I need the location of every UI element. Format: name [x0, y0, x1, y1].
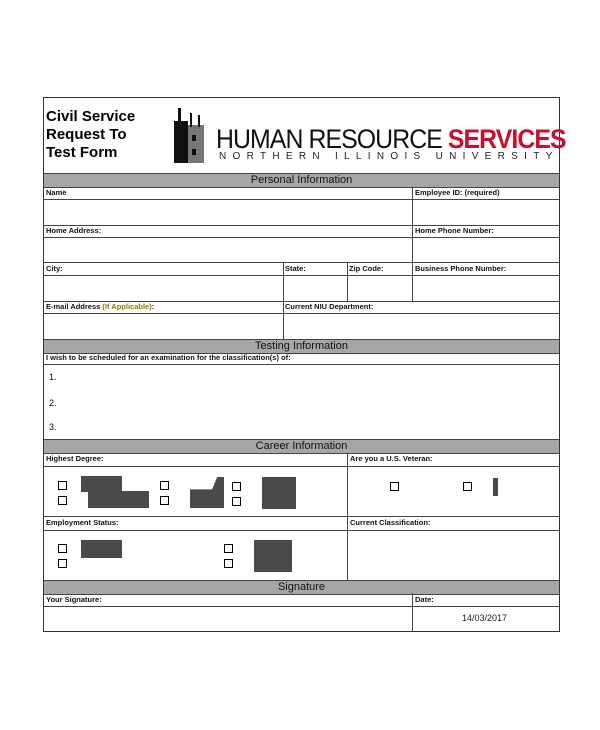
degree-checkbox[interactable]	[58, 496, 67, 505]
logo-main: HUMAN RESOURCE	[216, 124, 442, 154]
section-career: Career Information	[44, 439, 559, 454]
degree-checkbox[interactable]	[160, 496, 169, 505]
label-department: Current NIU Department:	[285, 302, 374, 311]
label-state: State:	[285, 264, 306, 273]
degree-checkbox[interactable]	[58, 481, 67, 490]
logo-subtitle: NORTHERN ILLINOIS UNIVERSITY	[219, 151, 559, 162]
label-signature: Your Signature:	[46, 595, 102, 604]
section-testing: Testing Information	[44, 339, 559, 354]
redaction	[493, 478, 498, 496]
redaction	[262, 477, 296, 509]
employment-checkbox[interactable]	[58, 559, 67, 568]
item-number: 1.	[49, 372, 57, 382]
label-colon: :	[151, 302, 155, 311]
tower-logo-icon	[170, 103, 210, 165]
label-city: City:	[46, 264, 63, 273]
label-email-note: (If Applicable)	[102, 302, 152, 311]
degree-checkbox[interactable]	[232, 497, 241, 506]
logo-accent: SERVICES	[447, 124, 566, 154]
veteran-no-checkbox[interactable]	[463, 482, 472, 491]
employment-checkbox[interactable]	[58, 544, 67, 553]
employment-checkbox[interactable]	[224, 559, 233, 568]
label-name: Name	[46, 188, 67, 197]
redaction	[88, 491, 149, 508]
label-zip: Zip Code:	[349, 264, 384, 273]
title-line: Test Form	[46, 144, 118, 161]
label-business-phone: Business Phone Number:	[415, 264, 507, 273]
label-veteran: Are you a U.S. Veteran:	[350, 454, 433, 463]
label-home-phone: Home Phone Number:	[415, 226, 494, 235]
employment-checkbox[interactable]	[224, 544, 233, 553]
redaction	[254, 540, 292, 572]
degree-checkbox[interactable]	[232, 482, 241, 491]
label-home-address: Home Address:	[46, 226, 102, 235]
redaction	[81, 540, 122, 558]
form-title	[46, 108, 135, 162]
date-value[interactable]: 14/03/2017	[462, 613, 508, 623]
section-personal: Personal Information	[44, 173, 559, 188]
label-highest-degree: Highest Degree:	[46, 454, 104, 463]
label-email: E-mail Address	[46, 302, 103, 311]
item-number: 2.	[49, 398, 57, 408]
label-employment-status: Employment Status:	[46, 518, 119, 527]
item-number: 3.	[49, 422, 57, 432]
redaction	[81, 476, 122, 492]
label-classification-request: I wish to be scheduled for an examination for the classification(s) of:	[46, 353, 291, 362]
label-date: Date:	[415, 595, 434, 604]
label-current-classification: Current Classification:	[350, 518, 431, 527]
section-signature: Signature	[44, 580, 559, 595]
degree-checkbox[interactable]	[160, 481, 169, 490]
title-line: Civil Service	[46, 108, 136, 125]
title-line: Request To	[46, 126, 127, 143]
label-employee-id: Employee ID: (required)	[415, 188, 500, 197]
veteran-yes-checkbox[interactable]	[390, 482, 399, 491]
